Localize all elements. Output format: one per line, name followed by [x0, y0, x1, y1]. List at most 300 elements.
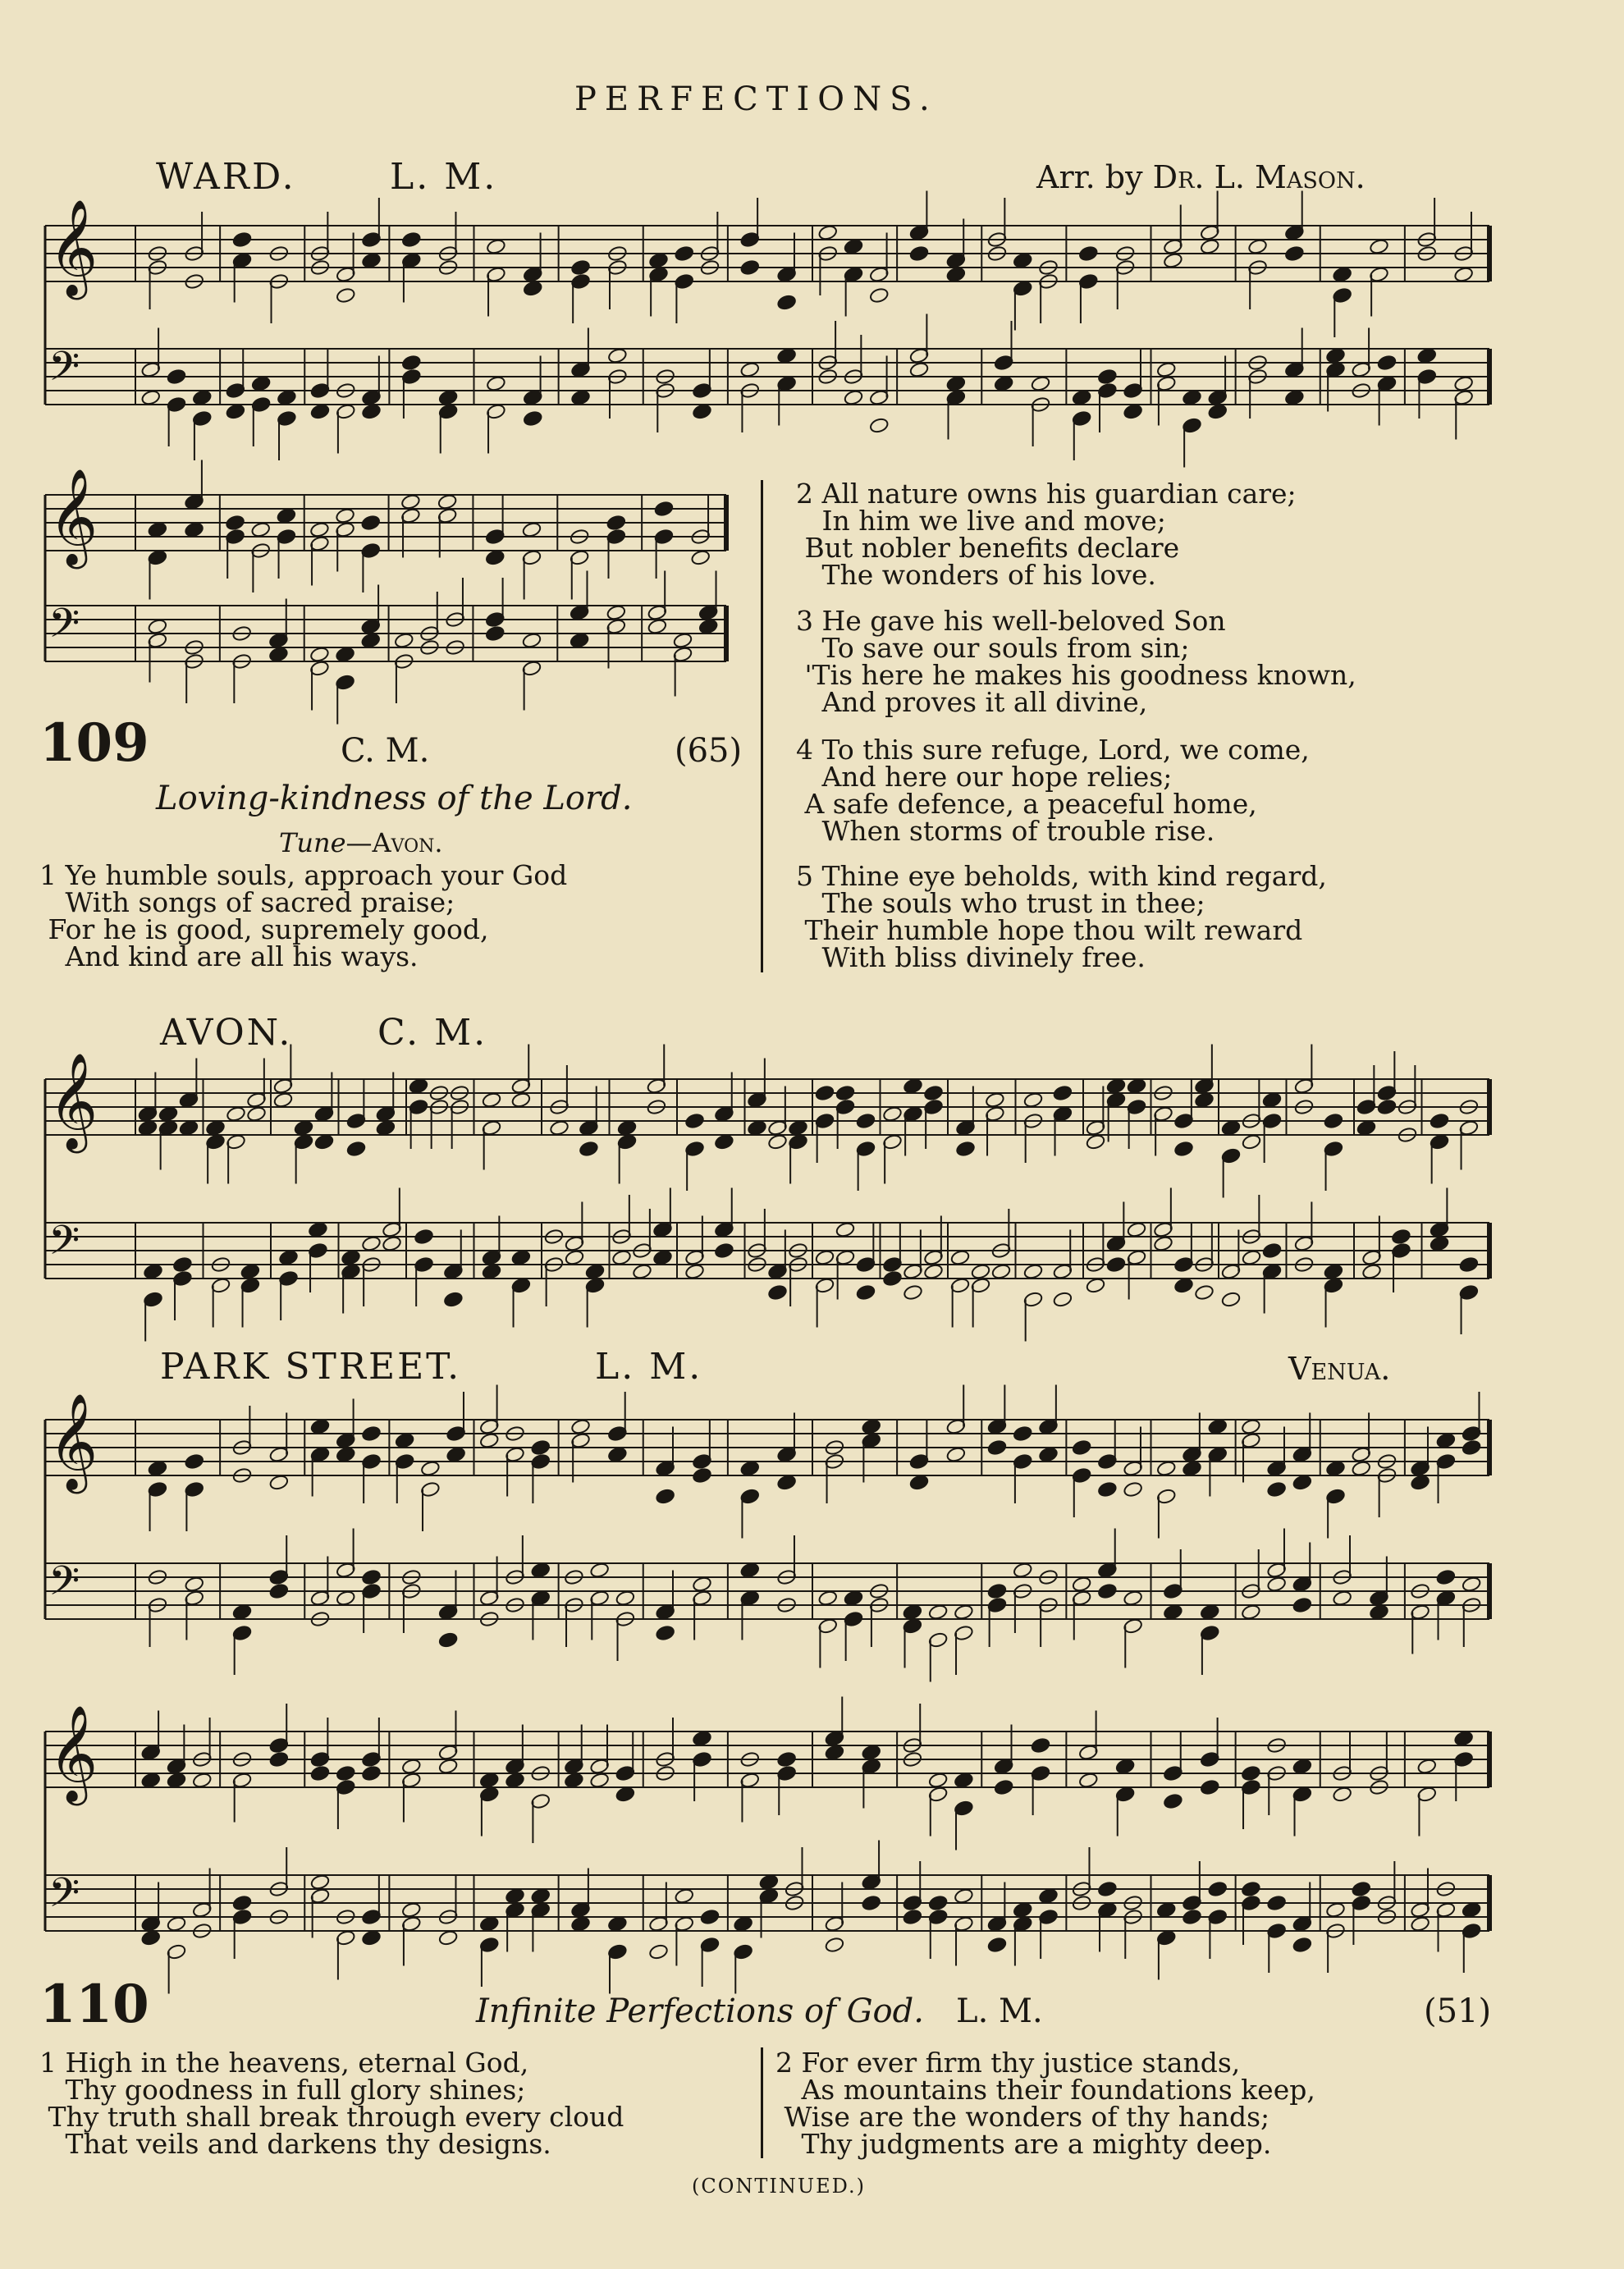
- note-head: [700, 1909, 721, 1926]
- note-head: [1361, 1263, 1382, 1280]
- column-divider-110: [761, 2047, 763, 2158]
- note-head: [438, 1631, 459, 1649]
- note-head: [143, 1263, 163, 1280]
- note-head: [360, 515, 381, 532]
- note-head: [909, 245, 930, 263]
- note-head: [277, 507, 297, 524]
- note-head: [251, 375, 272, 392]
- note-head: [1194, 1284, 1215, 1301]
- note-head: [882, 1270, 903, 1288]
- note-head: [1416, 1758, 1437, 1775]
- note-head: [401, 355, 422, 372]
- hymn-meter-109: C. M.: [341, 732, 430, 770]
- note-head: [485, 549, 505, 566]
- staff: [45, 1841, 1489, 1994]
- note-head: [1266, 1895, 1287, 1912]
- note-head: [1221, 1119, 1242, 1137]
- note-head: [269, 1583, 290, 1600]
- note-head: [1284, 245, 1305, 263]
- note-head: [394, 632, 414, 649]
- note-head: [269, 1751, 290, 1768]
- note-head: [1086, 1277, 1106, 1294]
- note-head: [788, 1119, 808, 1137]
- note-head: [1356, 1119, 1377, 1137]
- note-head: [1207, 1881, 1228, 1898]
- note-head: [690, 549, 711, 566]
- note-head: [530, 1562, 551, 1579]
- note-head: [376, 1119, 396, 1137]
- note-head: [192, 1772, 213, 1789]
- note-head: [172, 1256, 193, 1274]
- note-head: [226, 403, 246, 420]
- note-head: [817, 224, 838, 241]
- note-head: [570, 259, 591, 277]
- note-head: [844, 389, 864, 406]
- note-head: [1292, 1597, 1313, 1614]
- note-head: [1410, 1474, 1430, 1491]
- note-head: [1013, 1562, 1033, 1579]
- hymn-number-109: 109: [39, 712, 149, 774]
- note-head: [739, 1562, 760, 1579]
- note-head: [1086, 1133, 1106, 1151]
- note-head: [192, 389, 213, 406]
- note-head: [856, 1284, 876, 1301]
- note-head: [861, 1744, 881, 1761]
- note-head: [1115, 1758, 1136, 1775]
- note-head: [928, 1895, 949, 1912]
- note-head: [226, 1105, 246, 1123]
- treble-clef-icon: 𝄞: [48, 1393, 98, 1491]
- treble-clef-icon: 𝄞: [48, 199, 98, 297]
- note-head: [647, 618, 667, 635]
- note-head: [273, 1091, 294, 1109]
- note-head: [1156, 361, 1177, 378]
- note-head: [1377, 355, 1398, 372]
- note-head: [617, 1119, 638, 1137]
- note-head: [482, 1263, 502, 1280]
- note-head: [1241, 1603, 1261, 1621]
- note-head: [505, 1772, 525, 1789]
- note-head: [232, 1895, 253, 1912]
- note-head: [869, 417, 890, 434]
- note-head: [482, 1091, 502, 1109]
- bass-clef-icon: 𝄢: [48, 1558, 80, 1615]
- note-head: [1031, 375, 1051, 392]
- tune-meter-parkstreet: L. M.: [595, 1346, 703, 1388]
- note-head: [652, 1249, 673, 1266]
- note-head: [1127, 1077, 1147, 1095]
- note-head: [1462, 1901, 1482, 1919]
- note-head: [739, 1460, 760, 1477]
- note-head: [684, 1113, 705, 1130]
- note-head: [1123, 1590, 1143, 1607]
- music-system-parkstreet-line2: [37, 1704, 1506, 1978]
- note-head: [486, 375, 506, 392]
- note-head: [1436, 1432, 1457, 1449]
- note-head: [530, 1439, 551, 1457]
- note-head: [522, 521, 542, 538]
- note-head: [714, 1133, 734, 1151]
- note-head: [1038, 1887, 1059, 1905]
- note-head: [309, 646, 330, 663]
- note-head: [1097, 1583, 1118, 1600]
- note-head: [1097, 1481, 1118, 1498]
- bass-clef-icon: 𝄢: [48, 1869, 80, 1927]
- note-head: [382, 1235, 402, 1252]
- note-head: [401, 231, 422, 249]
- note-head: [361, 403, 382, 420]
- note-head: [360, 632, 381, 649]
- note-head: [570, 632, 590, 649]
- note-head: [987, 1583, 1008, 1600]
- note-head: [147, 618, 167, 635]
- note-head: [1324, 1113, 1344, 1130]
- page-footer: (CONTINUED.): [692, 2175, 867, 2198]
- note-head: [1332, 266, 1352, 283]
- note-head: [336, 1446, 356, 1463]
- note-head: [971, 1263, 991, 1280]
- note-head: [1241, 1418, 1261, 1435]
- note-head: [903, 1284, 923, 1301]
- note-head: [479, 1772, 500, 1789]
- note-head: [268, 646, 289, 663]
- note-head: [692, 1576, 712, 1593]
- note-head: [511, 1249, 532, 1266]
- note-head: [776, 1751, 797, 1768]
- note-head: [615, 1786, 636, 1803]
- note-head: [1156, 1901, 1177, 1919]
- note-head: [615, 1590, 636, 1607]
- note-head: [1163, 1793, 1183, 1810]
- note-head: [1013, 1901, 1033, 1919]
- note-head: [310, 1765, 331, 1782]
- note-head: [776, 1474, 797, 1491]
- note-head: [1163, 1603, 1183, 1621]
- note-head: [446, 1446, 466, 1463]
- note-head: [987, 1439, 1008, 1457]
- note-head: [438, 389, 459, 406]
- note-head: [835, 1085, 856, 1102]
- note-head: [589, 1562, 610, 1579]
- note-head: [869, 287, 890, 304]
- note-head: [1325, 1901, 1346, 1919]
- note-head: [1462, 1439, 1482, 1457]
- note-head: [1262, 1242, 1283, 1260]
- note-head: [909, 361, 930, 378]
- note-head: [1430, 1113, 1450, 1130]
- staff: [45, 571, 726, 725]
- note-head: [401, 1901, 422, 1919]
- note-head: [1038, 1446, 1059, 1463]
- note-head: [565, 1249, 585, 1266]
- note-head: [205, 1119, 226, 1137]
- note-head: [1247, 238, 1268, 255]
- note-head: [739, 259, 760, 277]
- note-head: [184, 521, 204, 538]
- note-head: [1023, 1091, 1044, 1109]
- note-head: [1013, 1425, 1033, 1443]
- note-head: [479, 1432, 500, 1449]
- note-head: [1430, 1235, 1450, 1252]
- note-head: [1123, 1481, 1143, 1498]
- note-head: [1072, 1439, 1092, 1457]
- note-head: [523, 410, 543, 428]
- staff: [45, 314, 1489, 468]
- note-head: [1241, 1765, 1261, 1782]
- note-head: [1292, 1758, 1313, 1775]
- note-head: [269, 1474, 290, 1491]
- note-head: [1153, 1235, 1173, 1252]
- music-system-ward-line2: [37, 468, 734, 688]
- tune-name: —Avon.: [345, 827, 443, 858]
- note-head: [148, 1460, 168, 1477]
- hymn109-stanza-5: 5 Thine eye beholds, with kind regard, The souls who trust in thee; Their humble hope thou wilt reward With bliss divinely free.: [796, 860, 1327, 973]
- note-head: [184, 1576, 204, 1593]
- note-head: [278, 1249, 299, 1266]
- page-header: PERFECTIONS.: [574, 80, 938, 118]
- note-head: [309, 521, 330, 538]
- note-head: [1453, 375, 1474, 392]
- note-head: [714, 1242, 734, 1260]
- note-head: [414, 1228, 434, 1246]
- note-head: [1453, 266, 1474, 283]
- note-head: [946, 1446, 967, 1463]
- note-head: [1097, 368, 1118, 386]
- note-head: [923, 1263, 944, 1280]
- note-head: [909, 1474, 930, 1491]
- note-head: [1013, 252, 1033, 269]
- note-head: [1023, 1263, 1044, 1280]
- note-head: [1292, 1937, 1313, 1954]
- note-head: [335, 646, 355, 663]
- note-head: [673, 632, 693, 649]
- note-head: [314, 1133, 335, 1151]
- note-head: [479, 1915, 500, 1933]
- note-head: [438, 1758, 459, 1775]
- note-head: [1053, 1291, 1073, 1308]
- tune-credit-parkstreet: Venua.: [1288, 1351, 1391, 1387]
- bass-clef-icon: 𝄢: [48, 343, 80, 400]
- note-head: [277, 389, 297, 406]
- note-head: [747, 1119, 767, 1137]
- note-head: [1284, 389, 1305, 406]
- hymn-title-110: Infinite Perfections of God.: [476, 1992, 924, 2030]
- note-head: [401, 1758, 422, 1775]
- note-head: [1156, 1460, 1177, 1477]
- note-head: [335, 507, 355, 524]
- hymn-ref-110: (51): [1424, 1992, 1492, 2030]
- tune-meter-avon: C. M.: [377, 1012, 488, 1054]
- music-system-ward-line1: [37, 199, 1506, 439]
- note-head: [246, 1105, 267, 1123]
- note-head: [776, 347, 797, 364]
- note-head: [985, 1091, 1005, 1109]
- staff: [45, 1045, 1489, 1198]
- note-head: [250, 521, 271, 538]
- note-head: [861, 1418, 881, 1435]
- note-head: [395, 1432, 415, 1449]
- note-head: [158, 1105, 179, 1123]
- note-head: [167, 1772, 187, 1789]
- note-head: [1053, 1085, 1073, 1102]
- tune-label: Tune: [279, 827, 346, 858]
- note-head: [138, 1119, 158, 1137]
- note-head: [361, 1425, 382, 1443]
- note-head: [648, 1943, 669, 1960]
- note-head: [815, 1085, 835, 1102]
- note-head: [1207, 1418, 1228, 1435]
- note-head: [1031, 1737, 1051, 1754]
- note-head: [950, 1249, 971, 1266]
- note-head: [674, 1887, 694, 1905]
- note-head: [1351, 1460, 1371, 1477]
- hymn-title-109: Loving-kindness of the Lord.: [156, 780, 633, 817]
- note-head: [903, 1909, 923, 1926]
- note-head: [570, 1418, 591, 1435]
- note-head: [1462, 1576, 1482, 1593]
- note-head: [570, 389, 591, 406]
- note-head: [903, 1077, 923, 1095]
- note-head: [341, 1249, 361, 1266]
- note-head: [522, 632, 542, 649]
- note-head: [733, 1915, 753, 1933]
- note-head: [767, 1133, 788, 1151]
- note-head: [1078, 245, 1099, 263]
- note-head: [336, 1590, 356, 1607]
- note-head: [1242, 1249, 1262, 1266]
- note-head: [530, 1887, 551, 1905]
- note-head: [564, 1772, 584, 1789]
- note-head: [1072, 1576, 1092, 1593]
- note-head: [692, 1730, 712, 1747]
- note-head: [361, 252, 382, 269]
- note-head: [692, 403, 712, 420]
- note-head: [946, 266, 967, 283]
- note-head: [674, 245, 694, 263]
- note-head: [607, 1446, 628, 1463]
- music-system-avon: [37, 1052, 1506, 1325]
- note-head: [1182, 1909, 1202, 1926]
- note-head: [759, 1873, 780, 1891]
- note-head: [308, 1221, 328, 1238]
- note-head: [606, 604, 626, 621]
- note-head: [1292, 1474, 1313, 1491]
- note-head: [861, 1895, 881, 1912]
- note-head: [1097, 1881, 1118, 1898]
- note-head: [655, 1625, 675, 1642]
- note-head: [1241, 1881, 1261, 1898]
- note-head: [739, 361, 760, 378]
- note-head: [361, 1569, 382, 1586]
- note-head: [767, 1284, 788, 1301]
- note-head: [1332, 1590, 1352, 1607]
- bass-clef-icon: 𝄢: [48, 600, 80, 657]
- note-head: [1459, 1256, 1480, 1274]
- hymn109-stanza-1: 1 Ye humble souls, approach your God With songs of sacred praise; For he is good, supremely good, And kind are all his ways.: [39, 859, 568, 972]
- note-head: [692, 1467, 712, 1484]
- note-head: [991, 1263, 1012, 1280]
- treble-clef-icon: 𝄞: [48, 468, 98, 566]
- note-head: [1332, 1786, 1352, 1803]
- note-head: [225, 515, 245, 532]
- note-head: [1173, 1277, 1194, 1294]
- note-head: [684, 1263, 705, 1280]
- note-head: [1194, 1091, 1215, 1109]
- note-head: [1242, 1133, 1262, 1151]
- note-head: [336, 1765, 356, 1782]
- note-head: [1266, 1576, 1287, 1593]
- staff: [45, 1697, 1489, 1850]
- note-head: [511, 1091, 532, 1109]
- note-head: [184, 1453, 204, 1471]
- note-head: [232, 231, 253, 249]
- note-head: [1173, 1141, 1194, 1158]
- note-head: [443, 1291, 464, 1308]
- note-head: [437, 493, 458, 510]
- note-head: [346, 1141, 367, 1158]
- note-head: [310, 403, 331, 420]
- note-head: [835, 1221, 856, 1238]
- note-head: [240, 1263, 261, 1280]
- note-head: [505, 1887, 525, 1905]
- note-head: [179, 1119, 199, 1137]
- note-head: [589, 1772, 610, 1789]
- note-head: [1325, 1460, 1346, 1477]
- note-head: [1106, 1077, 1127, 1095]
- note-head: [1221, 1291, 1242, 1308]
- note-head: [928, 1603, 949, 1621]
- note-head: [817, 1590, 838, 1607]
- staff: [45, 460, 726, 600]
- tune-title-avon: AVON.: [160, 1012, 293, 1054]
- note-head: [1324, 1263, 1344, 1280]
- staff: [45, 191, 1489, 338]
- note-head: [1453, 1730, 1474, 1747]
- hymn110-stanza-1: 1 High in the heavens, eternal God, Thy goodness in full glory shines; Thy truth shall break through every cloud That veils and darkens thy designs.: [39, 2047, 624, 2160]
- note-head: [140, 1772, 161, 1789]
- note-head: [606, 515, 626, 532]
- note-head: [844, 1590, 864, 1607]
- hymn110-stanza-2: 2 For ever firm thy justice stands, As mountains their foundations keep, Wise are the wonders of thy hands; Thy judgments are a mighty deep.: [775, 2047, 1315, 2160]
- staff: [45, 1188, 1489, 1342]
- note-head: [882, 1105, 903, 1123]
- note-head: [1351, 1881, 1371, 1898]
- note-head: [310, 1873, 331, 1891]
- note-head: [632, 1263, 652, 1280]
- note-head: [776, 294, 797, 311]
- hymn-tune-109: [279, 827, 443, 858]
- note-head: [946, 375, 967, 392]
- hymn-ref-109: (65): [675, 732, 743, 770]
- note-head: [585, 1263, 606, 1280]
- note-head: [648, 252, 669, 269]
- hymn-meter-110: L. M.: [956, 1992, 1043, 2030]
- note-head: [955, 1141, 976, 1158]
- note-head: [611, 1249, 632, 1266]
- note-head: [420, 1460, 441, 1477]
- note-head: [361, 1765, 382, 1782]
- note-head: [310, 1418, 331, 1435]
- note-head: [1325, 347, 1346, 364]
- note-head: [167, 1915, 187, 1933]
- note-head: [954, 1772, 974, 1789]
- music-system-parkstreet-line1: [37, 1395, 1506, 1666]
- note-head: [928, 1772, 949, 1789]
- note-head: [1369, 238, 1389, 255]
- note-head: [1078, 1772, 1099, 1789]
- staff: [45, 1529, 1489, 1682]
- note-head: [954, 1887, 974, 1905]
